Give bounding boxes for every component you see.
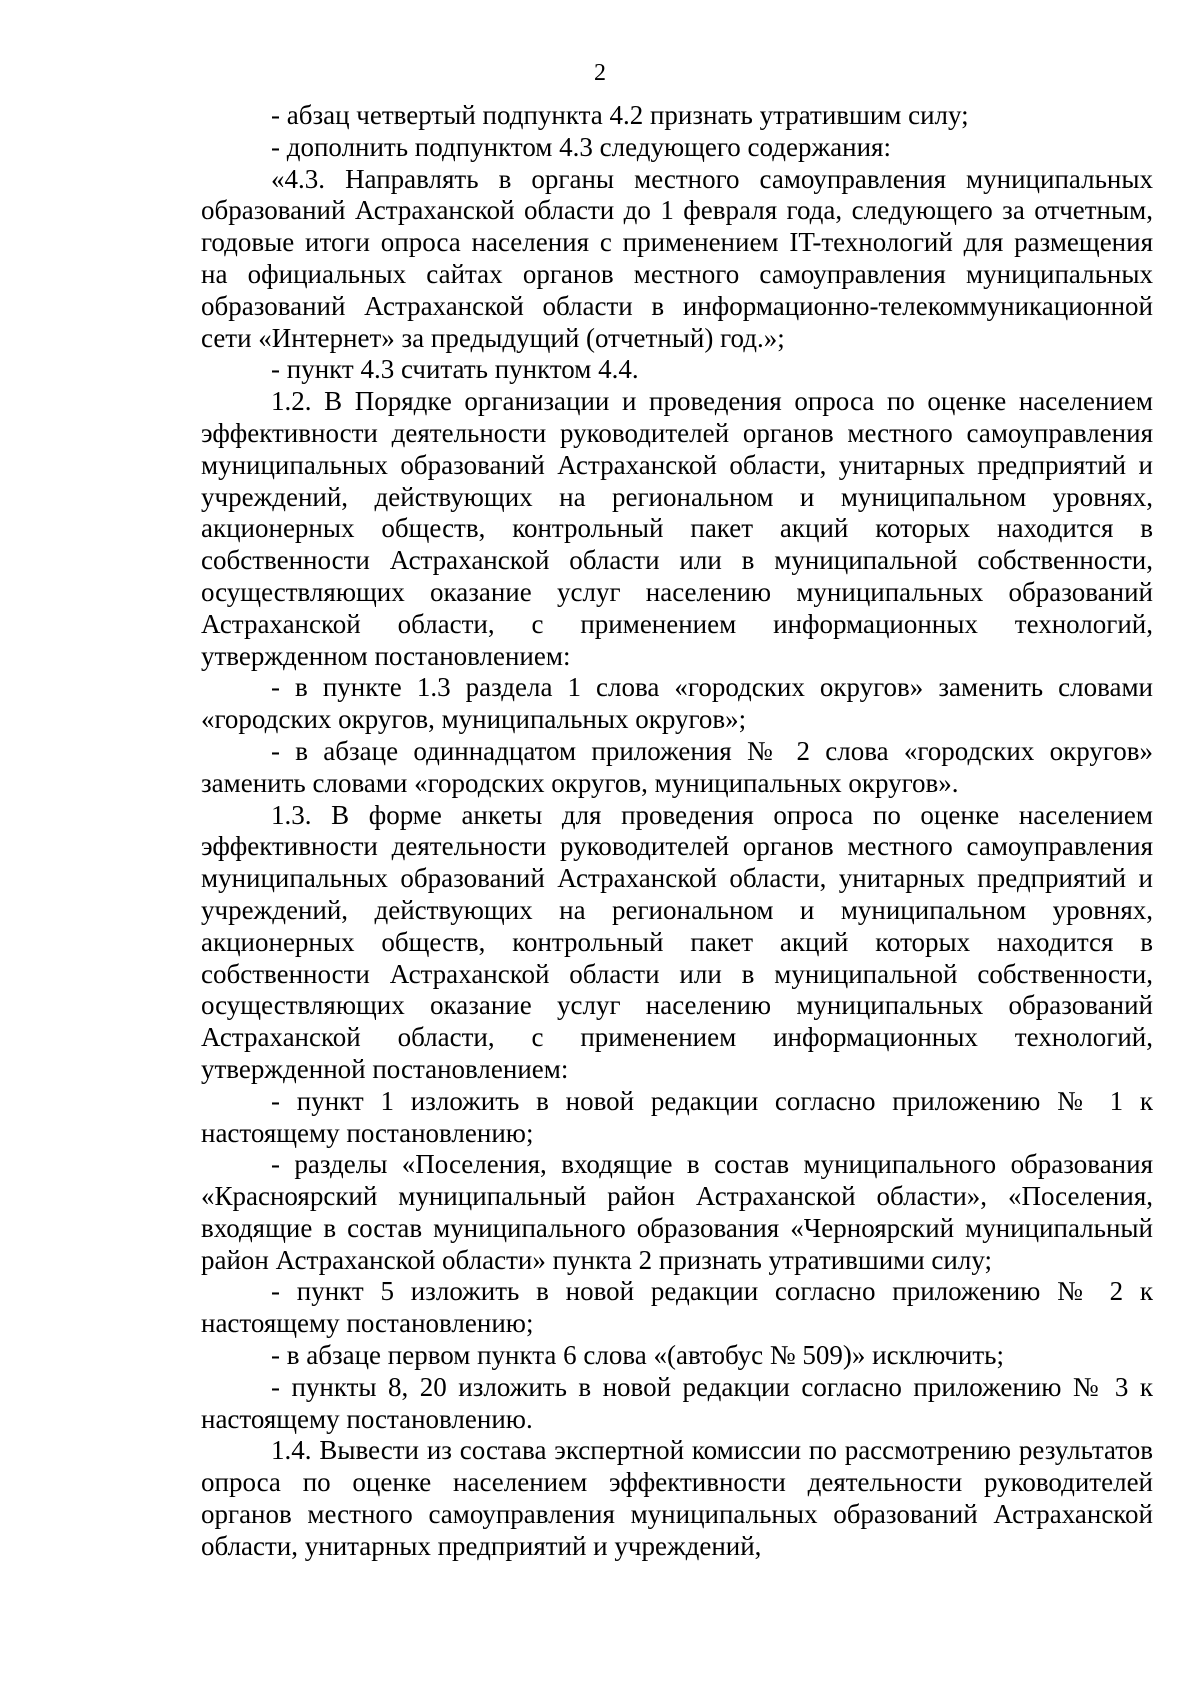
paragraph-1-2-item-2: - в абзаце одиннадцатом приложения № 2 слова «городских округов» заменить словами «городских округов, муниципальных округов». [201,735,1153,798]
paragraph-1-3-item-1: - пункт 1 изложить в новой редакции согласно приложению № 1 к настоящему постановлению; [201,1085,1153,1148]
document-body [201,100,1153,1563]
paragraph-1-3-item-3: - пункт 5 изложить в новой редакции согласно приложению № 2 к настоящему постановлению; [201,1276,1153,1339]
paragraph-add-4-3: - дополнить подпунктом 4.3 следующего содержания: [271,131,891,162]
paragraph-section-1-4: 1.4. Вывести из состава экспертной комиссии по рассмотрению результатов опроса по оценке населением эффективности деятельности руководителей органов местного самоуправления муниципальных образований Астраханской области, унитарных предприятий и учреждений, [201,1435,1153,1561]
page-number: 2 [594,60,606,86]
paragraph-quote-4-3: «4.3. Направлять в органы местного самоуправления муниципальных образований Астраханской области до 1 февраля года, следующего за отчетным, годовые итоги опроса населения с применением IT-технологий для размещения на официальных сайтах органов местного самоуправления муниципальных образований Астраханской области в информационно-телекоммуникационной сети «Интернет» за предыдущий (отчетный) год.»; [201,163,1153,353]
paragraph-1-3-item-4: - в абзаце первом пункта 6 слова «(автобус № 509)» исключить; [271,1340,1004,1371]
paragraph-section-1-2: 1.2. В Порядке организации и проведения опроса по оценке населением эффективности деятельности руководителей органов местного самоуправления муниципальных образований Астраханской области, унитарных предприятий и учреждений, действующих на региональном и муниципальном уровнях, акционерных обществ, контрольный пакет акций которых находится в собственности Астраханской области или в муниципальной собственности, осуществляющих оказание услуг населению муниципальных образований Астраханской области, с применением информационных технологий, утвержденном постановлением: [201,386,1153,671]
paragraph-section-1-3: 1.3. В форме анкеты для проведения опроса по оценке населением эффективности деятельности руководителей органов местного самоуправления муниципальных образований Астраханской области, унитарных предприятий и учреждений, действующих на региональном и муниципальном уровнях, акционерных обществ, контрольный пакет акций которых находится в собственности Астраханской области или в муниципальной собственности, осуществляющих оказание услуг населению муниципальных образований Астраханской области, с применением информационных технологий, утвержденной постановлением: [201,799,1153,1084]
paragraph-1-3-item-5: - пункты 8, 20 изложить в новой редакции согласно приложению № 3 к настоящему постановлению. [201,1371,1153,1434]
paragraph-renumber-4-4: - пункт 4.3 считать пунктом 4.4. [271,354,639,385]
paragraph-item-4-2-abzac: - абзац четвертый подпункта 4.2 признать утратившим силу; [271,100,969,130]
paragraph-1-3-item-2: - разделы «Поселения, входящие в состав муниципального образования «Красноярский муниципальный район Астраханской области», «Поселения, входящие в состав муниципального образования «Черноярский муниципальный район Астраханской области» пункта 2 признать утратившими силу; [201,1149,1153,1275]
paragraph-1-2-item-1: - в пункте 1.3 раздела 1 слова «городских округов» заменить словами «городских округов, муниципальных округов»; [201,672,1153,735]
